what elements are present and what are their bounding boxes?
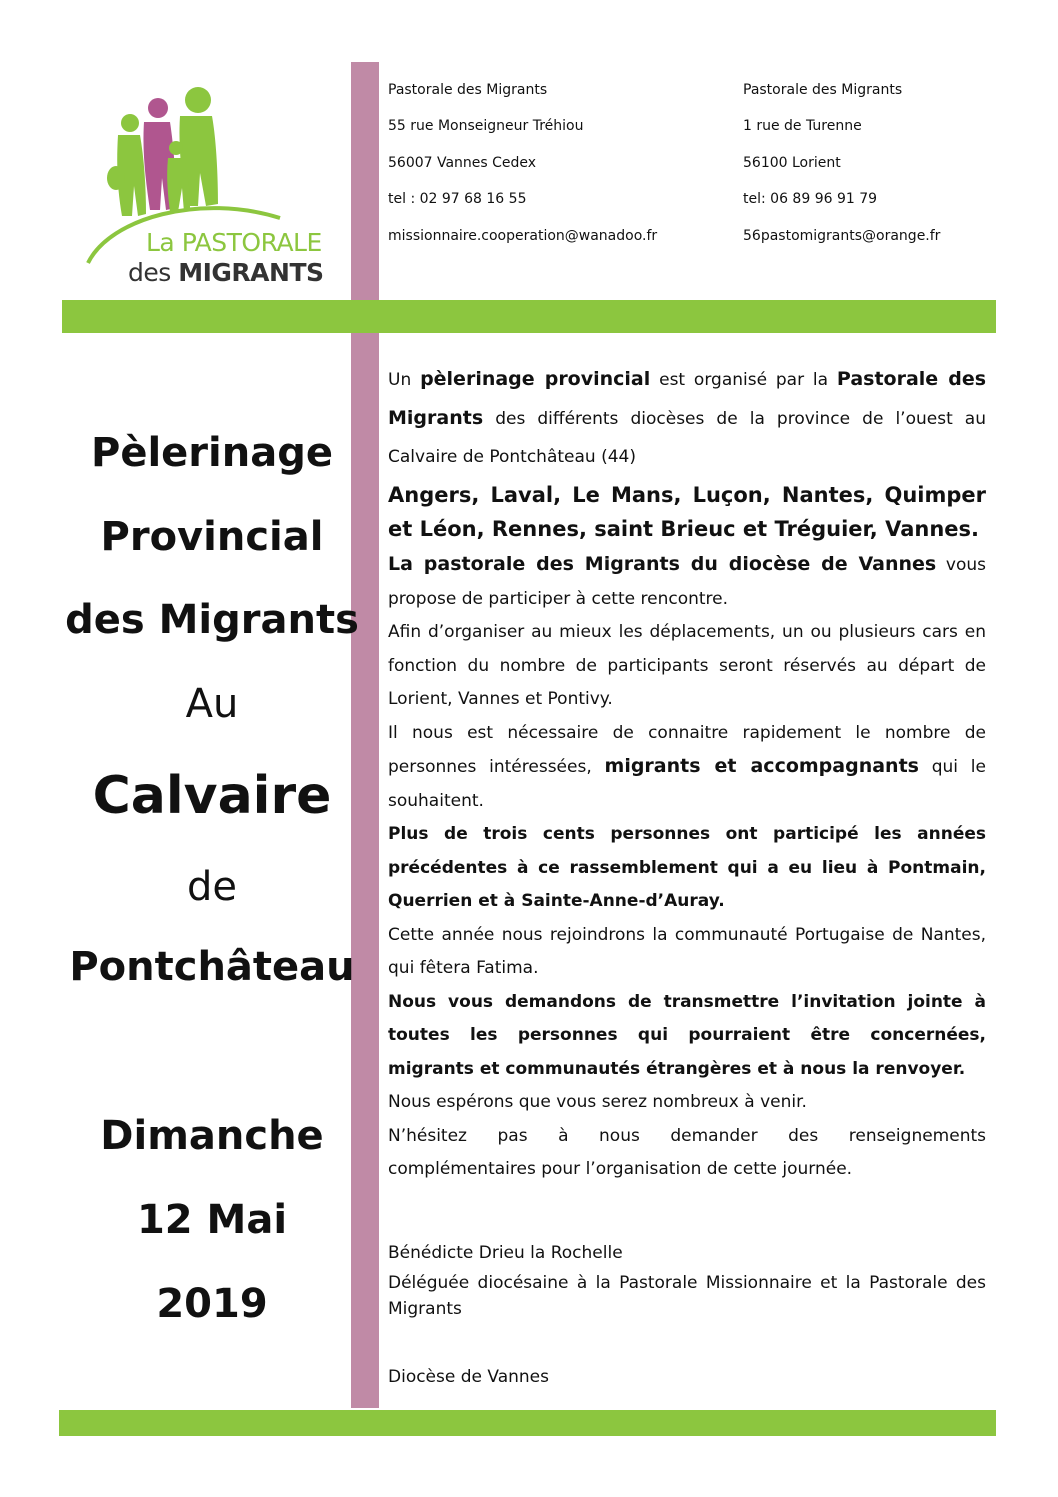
title-line bbox=[62, 766, 362, 826]
logo-text-bold: MIGRANTS bbox=[178, 258, 324, 287]
paragraph-hope: Nous espérons que vous serez nombreux à venir. bbox=[388, 1092, 807, 1112]
paragraph-intro bbox=[388, 360, 986, 476]
logo-text-prefix: des bbox=[128, 258, 179, 287]
top-green-band bbox=[62, 300, 996, 333]
signature-role: Déléguée diocésaine à la Pastorale Missionnaire et la Pastorale des Migrants bbox=[388, 1273, 986, 1319]
logo-text-line2 bbox=[128, 258, 324, 287]
title-line1: Pèlerinage bbox=[91, 430, 333, 476]
paragraph-count bbox=[388, 717, 986, 819]
text-span: des différents diocèses de la province de l’ouest au Calvaire de Pontchâteau (44) bbox=[388, 409, 986, 467]
title-line3: des Migrants bbox=[65, 597, 359, 643]
paragraph-dioceses: Angers, Laval, Le Mans, Luçon, Nantes, Quimper et Léon, Rennes, saint Brieuc et Tréguier, Vannes. bbox=[388, 483, 986, 541]
text-bold: migrants et accompagnants bbox=[604, 755, 919, 777]
address-vannes bbox=[388, 72, 657, 254]
address-line: Pastorale des Migrants bbox=[743, 82, 903, 98]
address-email[interactable]: 56pastomigrants@orange.fr bbox=[743, 227, 941, 244]
title-line5: Calvaire bbox=[92, 766, 332, 826]
signature-diocese: Diocèse de Vannes bbox=[388, 1367, 549, 1387]
address-line: 1 rue de Turenne bbox=[743, 118, 862, 135]
text-span: vous propose de participer à cette rencontre. bbox=[388, 555, 986, 609]
title-date bbox=[62, 1113, 362, 1159]
paragraph-history: Plus de trois cents personnes ont participé les années précédentes à ce rassemblement qui a eu lieu à Pontmain, Querrien et à Sainte-Anne-d’Auray. bbox=[388, 824, 986, 911]
text-bold: Pastorale des Migrants bbox=[388, 368, 987, 429]
address-line: 55 rue Monseigneur Tréhiou bbox=[388, 118, 584, 135]
paragraph-transport: Afin d’organiser au mieux les déplacements, un ou plusieurs cars en fonction du nombre de participants seront réservés au départ de Lorient, Vannes et Pontivy. bbox=[388, 622, 986, 709]
address-line: Pastorale des Migrants bbox=[388, 82, 548, 98]
title-line bbox=[62, 944, 362, 990]
bottom-green-band bbox=[59, 1410, 996, 1436]
text-span: Un bbox=[388, 370, 421, 390]
title-line2: Provincial bbox=[100, 514, 324, 560]
text-span: qui le souhaitent. bbox=[388, 757, 986, 811]
body-text bbox=[388, 360, 986, 1187]
text-span: est organisé par la bbox=[650, 370, 837, 390]
paragraph-invitation: Nous vous demandons de transmettre l’invitation jointe à toutes les personnes qui pourraient être concernées, migrants et communautés étrangères et à nous la renvoyer. bbox=[388, 991, 986, 1079]
title-line bbox=[62, 597, 362, 643]
title-date-day: Dimanche bbox=[100, 1113, 324, 1159]
title-line bbox=[62, 430, 362, 476]
logo-text-line1: La PASTORALE bbox=[146, 228, 322, 257]
title-line bbox=[62, 514, 362, 560]
address-email[interactable]: missionnaire.cooperation@wanadoo.fr bbox=[388, 227, 658, 244]
address-phone: tel : 02 97 68 16 55 bbox=[388, 191, 527, 208]
address-line: 56007 Vannes Cedex bbox=[388, 154, 537, 171]
signature-name: Bénédicte Drieu la Rochelle bbox=[388, 1243, 623, 1263]
title-line4: Au bbox=[185, 681, 239, 727]
paragraph-vannes bbox=[388, 548, 986, 616]
title-date-year: 2019 bbox=[156, 1281, 268, 1327]
text-bold: pèlerinage provincial bbox=[420, 368, 651, 390]
title-date-month: 12 Mai bbox=[136, 1197, 288, 1243]
address-line: 56100 Lorient bbox=[743, 154, 841, 171]
title-date bbox=[62, 1281, 362, 1327]
address-phone: tel: 06 89 96 91 79 bbox=[743, 191, 878, 208]
address-lorient bbox=[743, 72, 940, 254]
paragraph-info: N’hésitez pas à nous demander des renseignements complémentaires pour l’organisation de cette journée. bbox=[388, 1125, 986, 1179]
text-span: Il nous est nécessaire de connaitre rapidement le nombre de personnes intéressées, bbox=[388, 722, 986, 777]
text-bold: La pastorale des Migrants du diocèse de Vannes bbox=[388, 553, 937, 575]
pastorale-logo bbox=[80, 78, 324, 293]
title-date bbox=[62, 1197, 362, 1243]
paragraph-portuguese: Cette année nous rejoindrons la communauté Portugaise de Nantes, qui fêtera Fatima. bbox=[388, 924, 986, 978]
title-line7: Pontchâteau bbox=[69, 944, 355, 990]
title-line6: de bbox=[187, 864, 237, 910]
